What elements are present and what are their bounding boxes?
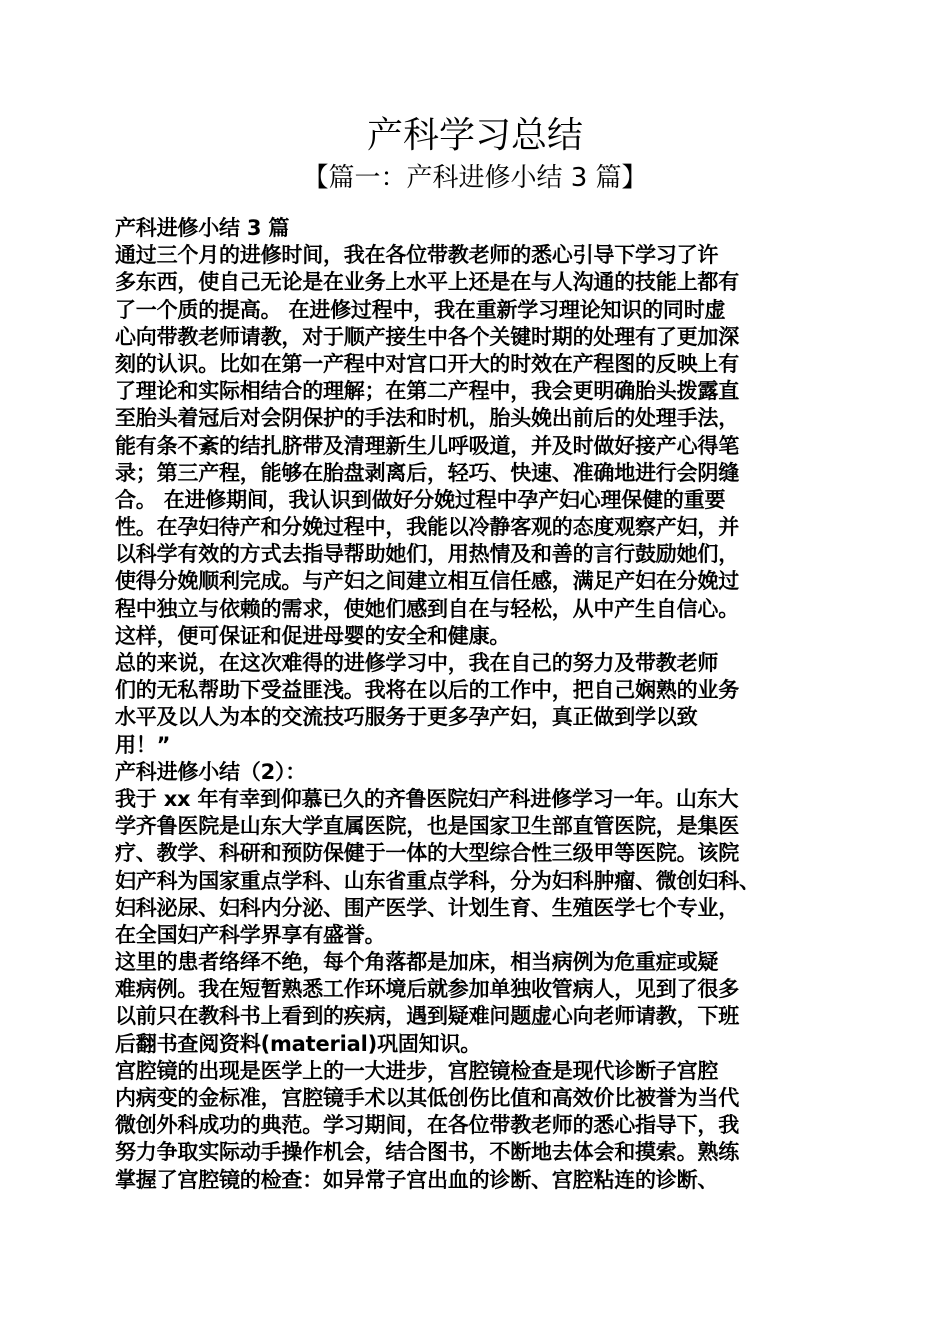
text-line: 努力争取实际动手操作机会，结合图书，不断地去体会和摸索。熟练: [115, 1140, 739, 1165]
text-line: 微创外科成功的典范。学习期间，在各位带教老师的悉心指导下，我: [115, 1113, 739, 1138]
text-line: 用！”: [115, 732, 171, 757]
text-line: 妇科泌尿、妇科内分泌、围产医学、计划生育、生殖医学七个专业，: [115, 895, 739, 920]
text-line: 产科进修小结（2）：: [115, 759, 307, 784]
text-line: 通过三个月的进修时间，我在各位带教老师的悉心引导下学习了许: [115, 243, 719, 268]
text-line: 疗、教学、科研和预防保健于一体的大型综合性三级甲等医院。该院: [115, 841, 739, 866]
text-line: 心向带教老师请教，对于顺产接生中各个关键时期的处理有了更加深: [115, 324, 739, 349]
document-body: [115, 215, 855, 1194]
text-line: 我于 xx 年有幸到仰慕已久的齐鲁医院妇产科进修学习一年。山东大: [115, 786, 739, 811]
text-line: 了一个质的提高。 在进修过程中，我在重新学习理论知识的同时虚: [115, 297, 726, 322]
text-line: 后翻书查阅资料(material)巩固知识。: [115, 1031, 482, 1056]
text-line: 程中独立与依赖的需求，使她们感到自在与轻松，从中产生自信心。: [115, 596, 739, 621]
text-line: 这样，便可保证和促进母婴的安全和健康。: [115, 623, 511, 648]
text-line: 使得分娩顺利完成。与产妇之间建立相互信任感，满足产妇在分娩过: [115, 569, 739, 594]
text-line: 们的无私帮助下受益匪浅。我将在以后的工作中，把自己娴熟的业务: [115, 678, 739, 703]
text-line: 难病例。我在短暂熟悉工作环境后就参加单独收管病人，见到了很多: [115, 977, 739, 1002]
text-line: 妇产科为国家重点学科、山东省重点学科，分为妇科肿瘤、微创妇科、: [115, 868, 760, 893]
text-line: 能有条不紊的结扎脐带及清理新生儿呼吸道，并及时做好接产心得笔: [115, 433, 739, 458]
text-line: 掌握了宫腔镜的检查：如异常子宫出血的诊断、宫腔粘连的诊断、: [115, 1167, 719, 1192]
text-line: 录；第三产程，能够在胎盘剥离后，轻巧、快速、准确地进行会阴缝: [115, 460, 739, 485]
text-line: 产科进修小结 3 篇: [115, 216, 290, 240]
text-line: 总的来说，在这次难得的进修学习中，我在自己的努力及带教老师: [115, 651, 719, 675]
text-line: 多东西，使自己无论是在业务上水平上还是在与人沟通的技能上都有: [115, 270, 739, 295]
text-line: 以前只在教科书上看到的疾病，遇到疑难问题虚心向老师请教，下班: [115, 1004, 739, 1029]
page-subtitle: 【篇一：产科进修小结 3 篇】: [302, 163, 648, 193]
text-line: 水平及以人为本的交流技巧服务于更多孕产妇，真正做到学以致: [115, 705, 698, 730]
text-line: 了理论和实际相结合的理解；在第二产程中，我会更明确胎头拨露直: [115, 379, 739, 404]
text-line: 这里的患者络绎不绝，每个角落都是加床，相当病例为危重症或疑: [115, 950, 719, 975]
text-line: 以科学有效的方式去指导帮助她们，用热情及和善的言行鼓励她们，: [115, 542, 739, 567]
text-line: 内病变的金标准，宫腔镜手术以其低创伤比值和高效价比被誉为当代: [115, 1086, 739, 1110]
text-line: 性。在孕妇待产和分娩过程中，我能以冷静客观的态度观察产妇，并: [115, 515, 739, 540]
page-title: 产科学习总结: [366, 115, 583, 156]
text-line: 刻的认识。比如在第一产程中对宫口开大的时效在产程图的反映上有: [115, 351, 739, 376]
text-line: 合。 在进修期间，我认识到做好分娩过程中孕产妇心理保健的重要: [115, 487, 726, 512]
text-line: 至胎头着冠后对会阴保护的手法和时机，胎头娩出前后的处理手法，: [115, 406, 739, 431]
text-line: 在全国妇产科学界享有盛誉。: [115, 922, 386, 947]
text-line: 学齐鲁医院是山东大学直属医院，也是国家卫生部直管医院，是集医: [115, 814, 739, 839]
text-line: 宫腔镜的出现是医学上的一大进步，宫腔镜检查是现代诊断子宫腔: [115, 1058, 719, 1083]
